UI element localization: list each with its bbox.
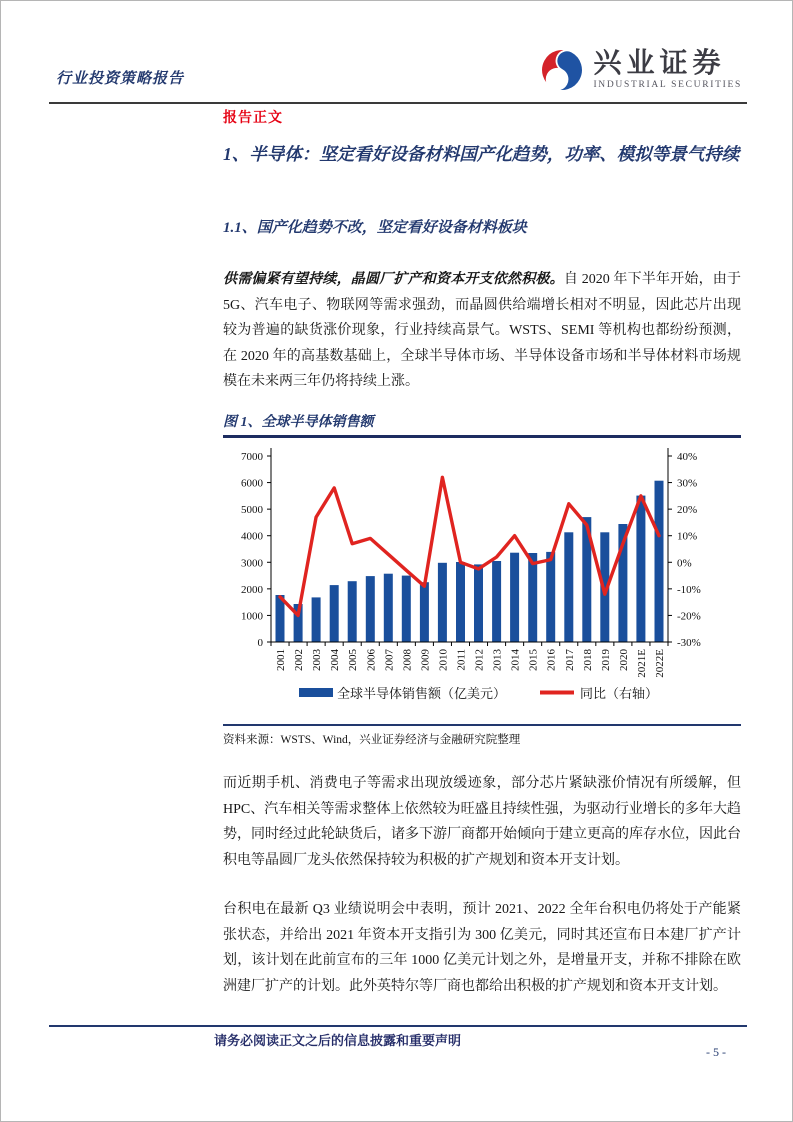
- bar-2022E: [655, 481, 664, 642]
- left-axis-label: 4000: [241, 530, 263, 543]
- left-axis-label: 3000: [241, 557, 263, 570]
- right-axis-label: 40%: [677, 451, 698, 463]
- x-label-2003: 2003: [311, 649, 324, 671]
- bar-2010: [438, 563, 447, 642]
- section-heading: 1、半导体：坚定看好设备材料国产化趋势，功率、模拟等景气持续: [223, 144, 740, 164]
- figure-semiconductor-sales: [223, 411, 741, 747]
- x-label-2010: 2010: [437, 649, 450, 671]
- x-label-2005: 2005: [347, 649, 360, 671]
- left-axis-label: 2000: [241, 583, 263, 596]
- x-label-2020: 2020: [617, 649, 630, 671]
- chart-canvas: [223, 440, 740, 718]
- bar-2013: [492, 561, 501, 642]
- paragraph-lead-bold: 供需偏紧有望持续，晶圆厂扩产和资本开支依然积极。: [223, 272, 564, 287]
- x-label-2016: 2016: [545, 649, 558, 671]
- axes: [267, 448, 672, 646]
- x-label-2009: 2009: [419, 649, 432, 671]
- page-number: - 5 -: [706, 1045, 726, 1059]
- figure-caption: 图 1、全球半导体销售额: [223, 411, 741, 438]
- paragraph-body-text: 自 2020 年下半年开始，由于 5G、汽车电子、物联网等需求强劲，而晶圆供给端增长相对不明显，因此芯片出现较为普遍的缺货涨价现象，行业持续高景气。WSTS、SEMI 等机构也都纷纷预测，在 2020 年的高基数基础上，全球半导体市场、半导体设备市场和半导体材料市场规模在未来两三年仍将持续上涨。: [223, 272, 742, 390]
- section-label: 报告正文: [223, 109, 283, 125]
- right-axis-label: 20%: [677, 504, 698, 517]
- left-axis-label: 7000: [241, 451, 263, 463]
- left-axis-label: 0: [257, 637, 263, 649]
- x-label-2014: 2014: [509, 649, 522, 671]
- paragraph-tsmc-capex: 台积电在最新 Q3 业绩说明会中表明，预计 2021、2022 全年台积电仍将处于产能紧张状态，并给出 2021 年资本开支指引为 300 亿美元，同时其还宣布日本建厂扩产计划，该计划在此前宣布的三年 1000 亿美元计划之外，是增量开支，并称不排除在欧洲建厂扩产的计划。此外英特尔等厂商也都给出积极的扩产规划和资本开支计划。: [223, 902, 741, 994]
- bar-2014: [510, 553, 519, 642]
- left-axis-label: 1000: [241, 610, 263, 623]
- footer-divider: [49, 1025, 747, 1027]
- x-label-2008: 2008: [401, 649, 414, 671]
- bar-2016: [546, 552, 555, 642]
- report-type-label: 行业投资策略报告: [56, 71, 185, 87]
- right-axis-label: -10%: [677, 583, 701, 596]
- bar-2007: [384, 574, 393, 642]
- paragraph-supply-demand: [223, 267, 741, 395]
- figure-source: 资料来源：WSTS、Wind，兴业证券经济与金融研究院整理: [223, 724, 741, 747]
- brand-logo-icon: [539, 47, 585, 93]
- brand-name-cn: 兴业证券: [593, 47, 726, 79]
- x-label-2018: 2018: [581, 649, 594, 671]
- footer-disclaimer: 请务必阅读正文之后的信息披露和重要声明: [214, 1033, 462, 1048]
- left-axis-label: 5000: [241, 504, 263, 517]
- sales-chart: [223, 440, 741, 723]
- right-axis-label: 0%: [677, 557, 692, 570]
- right-axis-label: -30%: [677, 637, 701, 649]
- x-label-2004: 2004: [329, 649, 342, 671]
- bar-2011: [456, 562, 465, 642]
- x-label-2019: 2019: [599, 649, 612, 671]
- legend-line-label: 同比（右轴）: [580, 686, 659, 701]
- paragraph-demand-outlook: 而近期手机、消费电子等需求出现放缓迹象，部分芯片紧缺涨价情况有所缓解，但 HPC、汽车相关等需求整体上依然较为旺盛且持续性强，为驱动行业增长的多年大趋势，同时经过此轮缺货后，诸多下游厂商都开始倾向于建立更高的库存水位，因此台积电等晶圆厂龙头依然保持较为积极的扩产规划和资本开支计划。: [223, 776, 741, 868]
- x-label-2022E: 2022E: [653, 649, 666, 678]
- bar-2012: [474, 564, 483, 642]
- chart-legend: [299, 686, 658, 701]
- bar-2021E: [636, 496, 645, 642]
- left-axis-label: 6000: [241, 477, 263, 490]
- legend-bar-swatch: [299, 688, 333, 697]
- x-label-2011: 2011: [455, 649, 468, 671]
- x-label-2006: 2006: [365, 649, 378, 671]
- bar-2004: [330, 585, 339, 642]
- x-label-2013: 2013: [491, 649, 504, 671]
- bar-2003: [312, 597, 321, 642]
- brand-block: [539, 47, 742, 93]
- right-axis-label: 30%: [677, 477, 698, 490]
- x-label-2012: 2012: [473, 649, 486, 671]
- right-axis-label: -20%: [677, 610, 701, 623]
- x-label-2002: 2002: [293, 649, 306, 671]
- bar-2017: [564, 532, 573, 642]
- legend-bar-label: 全球半导体销售额（亿美元）: [337, 686, 507, 701]
- x-label-2007: 2007: [383, 649, 396, 671]
- x-label-2021E: 2021E: [635, 649, 648, 678]
- right-axis-label: 10%: [677, 530, 698, 543]
- brand-name-en: INDUSTRIAL SECURITIES: [593, 79, 742, 90]
- x-label-2017: 2017: [563, 649, 576, 671]
- x-label-2001: 2001: [275, 649, 288, 671]
- bar-2015: [528, 553, 537, 642]
- bar-2005: [348, 581, 357, 642]
- header-divider: [49, 102, 747, 104]
- bar-2009: [420, 582, 429, 642]
- bar-2008: [402, 576, 411, 642]
- bar-2006: [366, 576, 375, 642]
- subsection-heading: 1.1、国产化趋势不改，坚定看好设备材料板块: [223, 220, 527, 236]
- x-label-2015: 2015: [527, 649, 540, 671]
- sales-bars: [276, 481, 664, 642]
